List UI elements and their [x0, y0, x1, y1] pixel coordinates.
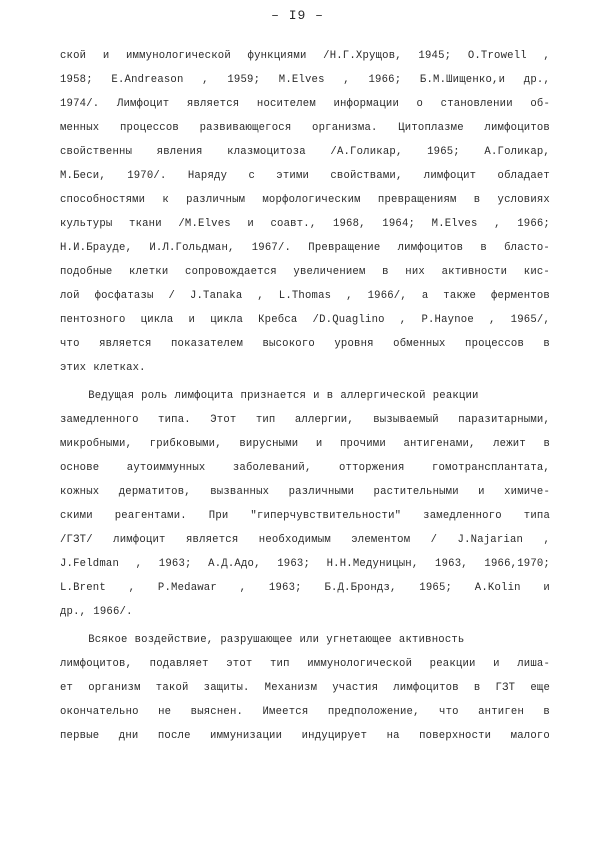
text-line: способностями к различным морфологическим превращениям в условиях	[60, 194, 550, 206]
text-line: пентозного цикла и цикла Кребса /D.Quaglino , P.Haynoe , 1965/,	[60, 314, 550, 326]
text-line: подобные клетки сопровождается увеличением в них активности кис-	[60, 266, 550, 278]
text-line: др., 1966/.	[60, 606, 133, 618]
page-number: – I9 –	[271, 8, 324, 23]
text-line: свойственны явления клазмоцитоза /А.Голикар, 1965; А.Голикар,	[60, 146, 550, 158]
paragraph-2	[60, 384, 550, 624]
text-line: первые дни после иммунизации индуцирует на поверхности малого	[60, 730, 550, 742]
paragraph-1	[60, 44, 550, 380]
text-line: этих клетках.	[60, 362, 146, 374]
text-line: основе аутоиммунных заболеваний, отторжения гомотрансплантата,	[60, 462, 550, 474]
text-line: замедленного типа. Этот тип аллергии, вызываемый паразитарными,	[60, 414, 550, 426]
text-line: /ГЗТ/ лимфоцит является необходимым элементом / J.Najarian ,	[60, 534, 550, 546]
text-line: скими реагентами. При "гиперчувствительности" замедленного типа	[60, 510, 550, 522]
text-line: L.Brent , P.Medawar , 1963; Б.Д.Брондз, 1965; A.Kolin и	[60, 582, 550, 594]
text-line: микробными, грибковыми, вирусными и прочими антигенами, лежит в	[60, 438, 550, 450]
text-line: лой фосфатазы / J.Tanaka , L.Thomas , 1966/, а также ферментов	[60, 290, 550, 302]
text-line: 1958; E.Andreason , 1959; M.Elves , 1966; Б.М.Шищенко,и др.,	[60, 74, 550, 86]
text-line: что является показателем высокого уровня обменных процессов в	[60, 338, 550, 350]
text-line: кожных дерматитов, вызванных различными растительными и химиче-	[60, 486, 550, 498]
text-line: J.Feldman , 1963; А.Д.Адо, 1963; Н.Н.Медуницын, 1963, 1966,1970;	[60, 558, 550, 570]
text-line: Всякое воздействие, разрушающее или угнетающее активность	[60, 634, 465, 646]
text-line: Н.И.Брауде, И.Л.Гольдман, 1967/. Превращение лимфоцитов в бласто-	[60, 242, 550, 254]
text-line: М.Беси, 1970/. Наряду с этими свойствами, лимфоцит обладает	[60, 170, 550, 182]
text-line: Ведущая роль лимфоцита признается и в аллергической реакции	[60, 390, 479, 402]
text-line: ской и иммунологической функциями /Н.Г.Хрущов, 1945; O.Trowell ,	[60, 50, 550, 62]
paragraph-3	[60, 628, 550, 748]
text-line: окончательно не выяснен. Имеется предположение, что антиген в	[60, 706, 550, 718]
text-line: 1974/. Лимфоцит является носителем информации о становлении об-	[60, 98, 550, 110]
text-line: ет организм такой защиты. Механизм участия лимфоцитов в ГЗТ еще	[60, 682, 550, 694]
text-line: менных процессов развивающегося организма. Цитоплазме лимфоцитов	[60, 122, 550, 134]
text-line: лимфоцитов, подавляет этот тип иммунологической реакции и лиша-	[60, 658, 550, 670]
text-line: культуры ткани /M.Elves и соавт., 1968, 1964; M.Elves , 1966;	[60, 218, 550, 230]
